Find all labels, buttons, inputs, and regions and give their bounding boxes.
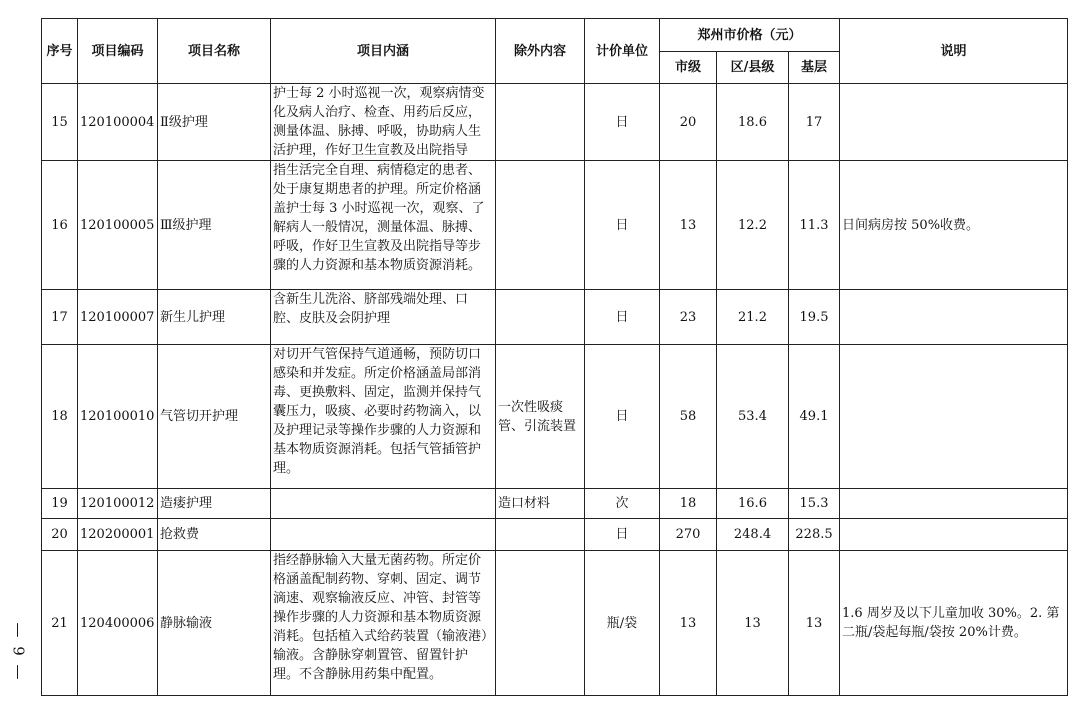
cell-county: 53.4 — [717, 345, 789, 489]
cell-name: 气管切开护理 — [158, 345, 271, 489]
cell-seq: 21 — [42, 551, 78, 696]
cell-code: 120200001 — [78, 519, 158, 551]
cell-unit: 日 — [585, 290, 660, 345]
cell-base: 228.5 — [789, 519, 840, 551]
cell-content — [271, 489, 496, 519]
cell-content: 指生活完全自理、病情稳定的患者、处于康复期患者的护理。所定价格涵盖护士每 3 小时巡视一次，观察、了解病人一般情况，测量体温、脉搏、呼吸，作好卫生宣教及出院指导等步骤的人力资源和基本物质资源消耗。 — [271, 161, 496, 290]
table-row — [42, 551, 1068, 696]
table-row — [42, 290, 1068, 345]
header-unit: 计价单位 — [585, 19, 660, 84]
cell-note — [840, 489, 1068, 519]
cell-seq: 18 — [42, 345, 78, 489]
cell-city: 20 — [660, 84, 717, 161]
cell-code: 120100012 — [78, 489, 158, 519]
cell-county: 13 — [717, 551, 789, 696]
cell-content: 护士每 2 小时巡视一次，观察病情变化及病人治疗、检查、用药后反应，测量体温、脉搏、呼吸，协助病人生活护理，作好卫生宣教及出院指导 — [271, 84, 496, 161]
cell-county: 248.4 — [717, 519, 789, 551]
cell-seq: 15 — [42, 84, 78, 161]
cell-excluded — [496, 84, 585, 161]
cell-county: 18.6 — [717, 84, 789, 161]
cell-seq: 17 — [42, 290, 78, 345]
cell-seq: 20 — [42, 519, 78, 551]
table-row — [42, 489, 1068, 519]
table-row — [42, 519, 1068, 551]
cell-city: 18 — [660, 489, 717, 519]
cell-note — [840, 84, 1068, 161]
cell-code: 120100004 — [78, 84, 158, 161]
cell-seq: 16 — [42, 161, 78, 290]
table-row — [42, 161, 1068, 290]
cell-excluded — [496, 161, 585, 290]
cell-excluded — [496, 290, 585, 345]
cell-city: 13 — [660, 161, 717, 290]
cell-note — [840, 519, 1068, 551]
cell-city: 58 — [660, 345, 717, 489]
cell-excluded: 一次性吸痰管、引流装置 — [496, 345, 585, 489]
cell-content: 指经静脉输入大量无菌药物。所定价格涵盖配制药物、穿刺、固定、调节滴速、观察输液反应、冲管、封管等操作步骤的人力资源和基本物质资源消耗。包括植入式给药装置（输液港）输液。含静脉穿刺置管、留置针护理。不含静脉用药集中配置。 — [271, 551, 496, 696]
cell-code: 120100005 — [78, 161, 158, 290]
header-price-group: 郑州市价格（元） — [660, 19, 840, 52]
cell-name: 造瘘护理 — [158, 489, 271, 519]
cell-seq: 19 — [42, 489, 78, 519]
cell-base: 11.3 — [789, 161, 840, 290]
table-row — [42, 84, 1068, 161]
cell-content: 对切开气管保持气道通畅，预防切口感染和并发症。所定价格涵盖局部消毒、更换敷料、固定，监测并保持气囊压力，吸痰、必要时药物滴入，以及护理记录等操作步骤的人力资源和基本物质资源消耗。包括气管插管护理。 — [271, 345, 496, 489]
cell-name: Ⅲ级护理 — [158, 161, 271, 290]
header-code: 项目编码 — [78, 19, 158, 84]
cell-name: 静脉输液 — [158, 551, 271, 696]
cell-note — [840, 345, 1068, 489]
cell-code: 120100010 — [78, 345, 158, 489]
cell-unit: 日 — [585, 84, 660, 161]
cell-base: 19.5 — [789, 290, 840, 345]
page-number: — 9 — — [10, 622, 28, 682]
header-base: 基层 — [789, 52, 840, 84]
cell-city: 270 — [660, 519, 717, 551]
cell-county: 21.2 — [717, 290, 789, 345]
cell-excluded — [496, 551, 585, 696]
cell-name: 新生儿护理 — [158, 290, 271, 345]
cell-unit: 瓶/袋 — [585, 551, 660, 696]
cell-unit: 日 — [585, 519, 660, 551]
header-city: 市级 — [660, 52, 717, 84]
header-name: 项目名称 — [158, 19, 271, 84]
cell-base: 13 — [789, 551, 840, 696]
header-county: 区/县级 — [717, 52, 789, 84]
price-table — [41, 18, 1068, 696]
table-row — [42, 345, 1068, 489]
header-note: 说明 — [840, 19, 1068, 84]
header-seq: 序号 — [42, 19, 78, 84]
cell-code: 120400006 — [78, 551, 158, 696]
cell-excluded — [496, 519, 585, 551]
header-excluded: 除外内容 — [496, 19, 585, 84]
header-content: 项目内涵 — [271, 19, 496, 84]
cell-base: 49.1 — [789, 345, 840, 489]
cell-code: 120100007 — [78, 290, 158, 345]
cell-name: Ⅱ级护理 — [158, 84, 271, 161]
cell-unit: 日 — [585, 345, 660, 489]
cell-content — [271, 519, 496, 551]
cell-base: 17 — [789, 84, 840, 161]
cell-name: 抢救费 — [158, 519, 271, 551]
cell-city: 23 — [660, 290, 717, 345]
cell-note: 日间病房按 50%收费。 — [840, 161, 1068, 290]
cell-unit: 次 — [585, 489, 660, 519]
cell-city: 13 — [660, 551, 717, 696]
cell-base: 15.3 — [789, 489, 840, 519]
cell-unit: 日 — [585, 161, 660, 290]
cell-county: 12.2 — [717, 161, 789, 290]
cell-note: 1.6 周岁及以下儿童加收 30%。2. 第二瓶/袋起每瓶/袋按 20%计费。 — [840, 551, 1068, 696]
cell-note — [840, 290, 1068, 345]
cell-county: 16.6 — [717, 489, 789, 519]
cell-content: 含新生儿洗浴、脐部残端处理、口腔、皮肤及会阴护理 — [271, 290, 496, 345]
cell-excluded: 造口材料 — [496, 489, 585, 519]
